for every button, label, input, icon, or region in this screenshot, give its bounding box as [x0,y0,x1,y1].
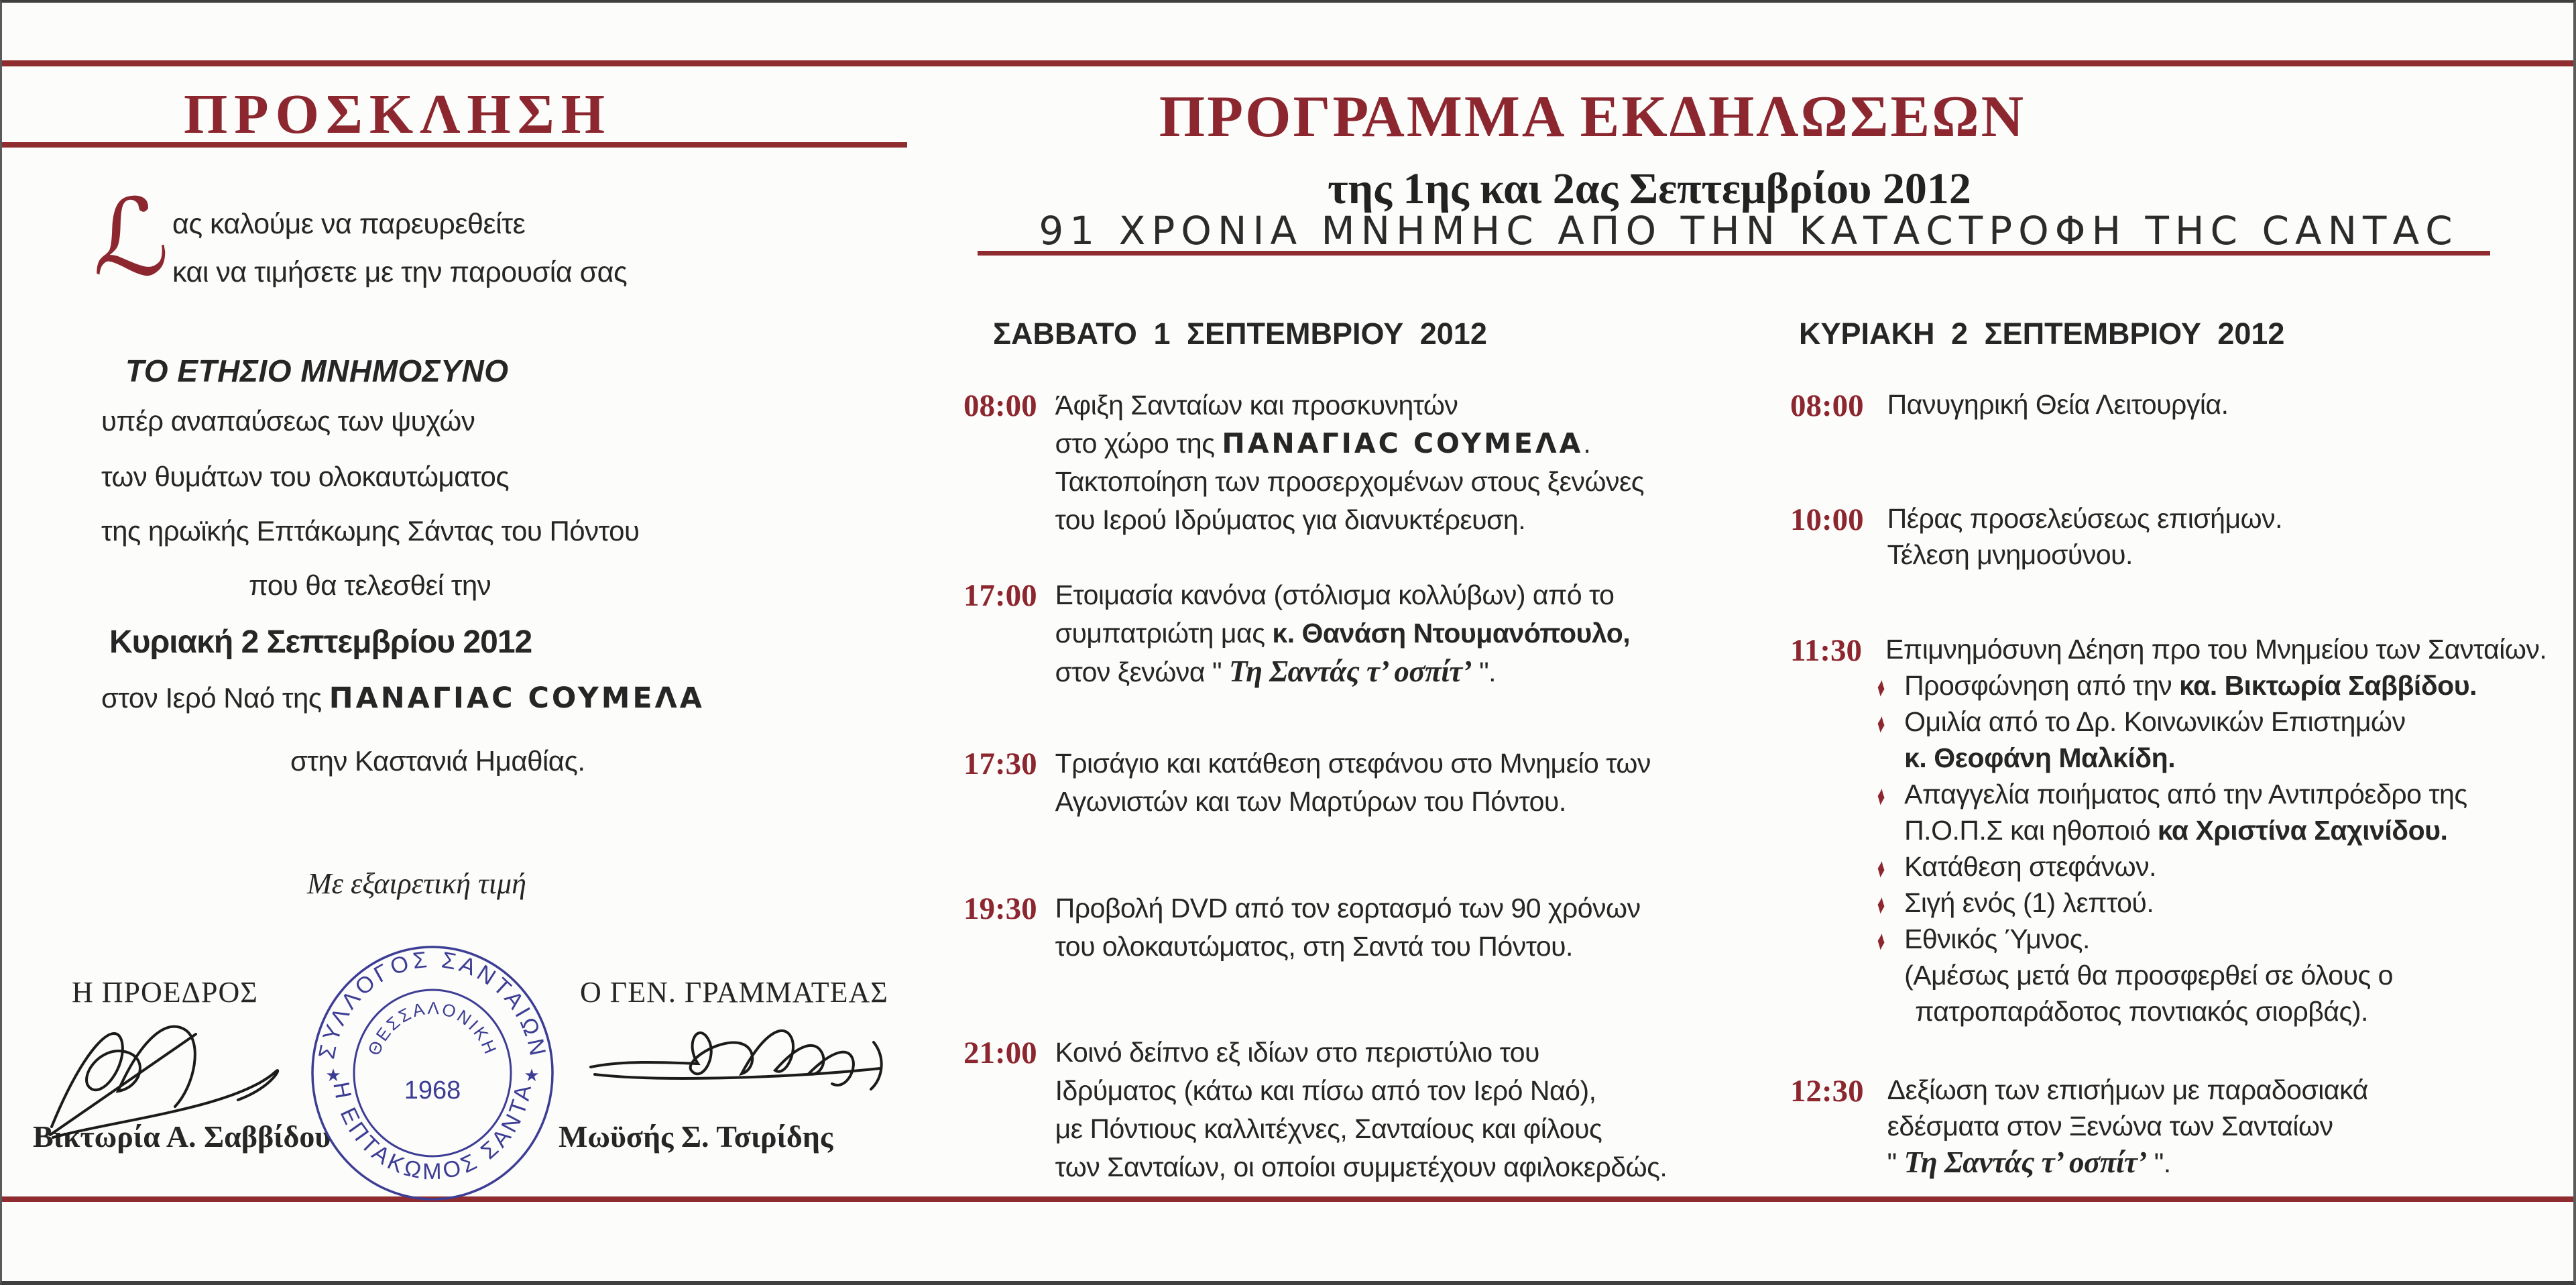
event-line: ♦ Σιγή ενός (1) λεπτού. [1885,885,2571,921]
president-name: Βικτωρία Α. Σαββίδου [33,1119,331,1154]
event-line: Π.Ο.Π.Σ και ηθοποιό κα Χριστίνα Σαχινίδου. [1904,815,2448,846]
seal-top-text: ΣΥΛΛΟΓΟΣ ΣΑΝΤΑΙΩΝ [314,946,551,1062]
event-row [963,1033,1741,1186]
event-time: 17:30 [963,746,1037,781]
saturday-header: ΣΑΒΒΑΤΟ 1 ΣΕΠΤΕΜΒΡΙΟΥ 2012 [993,317,1487,351]
event-time: 08:00 [1790,388,1864,423]
secretary-signature [584,1003,892,1111]
event-line: ♦ Ομιλία από το Δρ. Κοινωνικών Επιστημών [1885,704,2571,740]
seal-year: 1968 [404,1076,461,1105]
event-line: Ιδρύματος (κάτω και πίσω από τον Ιερό Ναό), [1055,1075,1596,1106]
bullet-diamond-icon: ♦ [1876,671,1886,704]
event-row [963,576,1741,691]
body-line-4: που θα τελεσθεί την [249,569,491,601]
event-line: Πέρας προσελεύσεως επισήμων. [1887,503,2282,534]
body-line-1: υπέρ αναπαύσεως των ψυχών [101,405,475,437]
memorial-date: Κυριακή 2 Σεπτεμβρίου 2012 [109,624,532,660]
event-line: συμπατριώτη μας κ. Θανάση Ντουμανόπουλο, [1055,618,1631,649]
event-line: Άφιξη Σανταίων και προσκυνητών [1055,390,1458,421]
event-line: Δεξίωση των επισήμων με παραδοσιακά [1887,1074,2368,1105]
event-row [1790,631,2571,1029]
association-seal [309,943,556,1203]
event-line: Ετοιμασία κανόνα (στόλισμα κολλύβων) από το [1055,579,1615,610]
closing-line: Με εξαιρετική τιμή [307,867,526,900]
event-time: 17:00 [963,578,1037,613]
event-line: των Σανταίων, οι οποίοι συμμετέχουν αφιλοκερδώς. [1055,1152,1667,1182]
president-label: Η ΠΡΟΕΔΡΟΣ [72,976,258,1009]
event-line: Τέλεση μνημοσύνου. [1887,539,2133,570]
event-line: ♦ Εθνικός Ύμνος. [1885,921,2571,957]
body-line-3: της ηρωϊκής Επτάκωμης Σάντας του Πόντου [101,515,640,547]
event-line: κ. Θεοφάνη Μαλκίδη. [1904,742,2176,773]
event-line: στον ξενώνα " Τη Σαντάς τ’ οσπίτ’ ". [1055,655,1497,688]
top-red-rule [2,60,2573,66]
event-time: 11:30 [1790,633,1863,668]
sunday-events [1790,386,2571,1181]
lead-line-1: ας καλούμε να παρευρεθείτε [172,208,526,240]
event-line: Κοινό δείπνο εξ ιδίων στο περιστύλιο του [1055,1037,1539,1068]
event-line: του ολοκαυτώματος, στη Σαντά του Πόντου. [1055,931,1573,962]
invitation-title: ΠΡΟΣΚΛΗΣΗ [183,83,612,146]
event-line: ♦ Κατάθεση στεφάνων. [1885,848,2571,885]
saturday-events [963,386,1741,1186]
bullet-diamond-icon: ♦ [1876,708,1886,740]
bullet-diamond-icon: ♦ [1876,889,1886,921]
event-line: Τακτοποίηση των προσερχομένων στους ξενώνες [1055,466,1644,497]
event-line: Προβολή DVD από τον εορτασμό των 90 χρόνων [1055,893,1641,924]
secretary-label: Ο ΓΕΝ. ΓΡΑΜΜΑΤΕΑΣ [580,976,888,1009]
church-prefix: στον Ιερό Ναό της [101,682,329,714]
event-row [963,386,1741,539]
event-line: Επιμνημόσυνη Δέηση προ του Μνημείου των Σανταίων. [1885,634,2547,665]
event-line: (Αμέσως μετά θα προσφερθεί σε όλους ο [1904,960,2393,991]
seal-city-text: ΘΕΣΣΑΛΟΝΙΚΗ [363,997,502,1059]
event-line: στο χώρο της ΠΑΝΑΓΙΑC COYΜΕΛΑ. [1055,427,1591,459]
seal-bottom-text: Η ΕΠΤΑΚΩΜΟΣ ΣΑΝΤΑ [328,1080,537,1185]
event-line: Πανυγηρική Θεία Λειτουργία. [1887,389,2229,420]
secretary-name: Μωϋσής Σ. Τσιρίδης [559,1119,833,1154]
event-line: πατροπαράδοτος ποντιακός σιορβάς). [1915,996,2368,1027]
dropcap-sigma-icon: ℒ [93,176,170,300]
event-line: " Τη Σαντάς τ’ οσπίτ’ ". [1887,1146,2171,1179]
event-line: εδέσματα στον Ξενώνα των Σανταίων [1887,1111,2333,1141]
event-row [963,889,1741,966]
program-subtitle: της 1ης και 2ας Σεπτεμβρίου 2012 [1328,164,1971,213]
event-line: ♦ Προσφώνηση από την κα. Βικτωρία Σαββίδου. [1885,667,2571,704]
program-title: ΠΡΟΓΡΑΜΜΑ ΕΚΔΗΛΩΣΕΩΝ [1159,85,2026,150]
memorial-title: ΤΟ ΕΤΗΣΙΟ ΜΝΗΜΟΣΥΝΟ [125,353,509,388]
sunday-header: ΚΥΡΙΑΚΗ 2 ΣΕΠΤΕΜΒΡΙΟΥ 2012 [1799,317,2285,351]
event-time: 08:00 [963,388,1037,423]
event-row [1790,500,2571,573]
event-line: Τρισάγιο και κατάθεση στεφάνου στο Μνημείο των [1055,748,1651,779]
event-time: 12:30 [1790,1074,1864,1109]
event-line: ♦ Απαγγελία ποιήματος από την Αντιπρόεδρο της [1885,776,2571,812]
bullet-diamond-icon: ♦ [1876,852,1886,885]
church-name: ΠΑΝΑΓΙΑC COYΜΕΛΑ [329,681,705,715]
program-subtitle2: 91 ΧΡΟΝΙΑ ΜΝΗΜΗC ΑΠΟ ΤΗΝ ΚΑΤΑCΤΡΟΦΗ ΤΗC CΑΝΤΑC [1039,208,2459,254]
body-line-2: των θυμάτων του ολοκαυτώματος [101,461,510,492]
event-row [963,744,1741,821]
seal-star-right-icon: ★ [524,1065,540,1085]
event-time: 21:00 [963,1036,1037,1070]
place-line: στην Καστανιά Ημαθίας. [290,745,585,777]
seal-star-left-icon: ★ [325,1065,341,1085]
event-line: με Πόντιους καλλιτέχνες, Σανταίους και φίλους [1055,1113,1602,1144]
event-line: του Ιερού Ιδρύματος για διανυκτέρευση. [1055,504,1526,535]
church-line [101,681,705,715]
event-row [1790,386,2571,424]
event-line: Αγωνιστών και των Μαρτύρων του Πόντου. [1055,786,1566,817]
event-row [1790,1072,2571,1181]
bullet-diamond-icon: ♦ [1876,780,1886,812]
event-time: 19:30 [963,891,1037,926]
bullet-diamond-icon: ♦ [1876,925,1886,957]
lead-line-2: και να τιμήσετε με την παρουσία σας [172,256,628,288]
event-time: 10:00 [1790,502,1864,537]
president-signature [37,1007,305,1141]
